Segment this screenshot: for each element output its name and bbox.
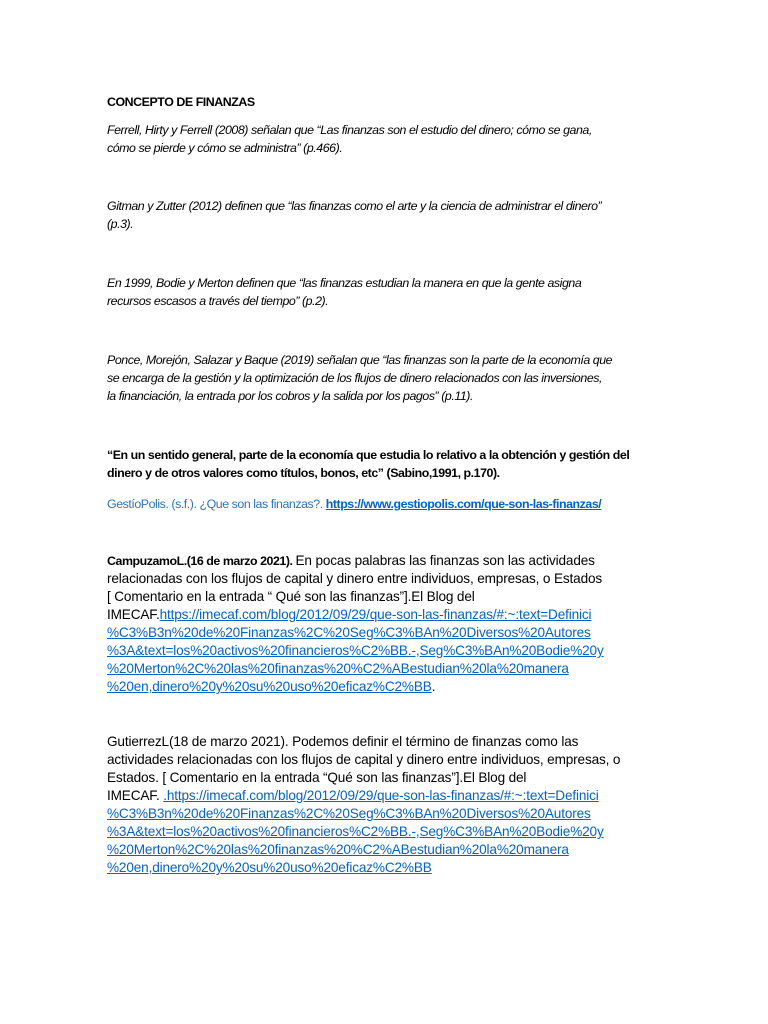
quote-line: dinero y de otros valores como títulos, bonos, etc” (Sabino,1991, p.170). xyxy=(107,466,500,480)
comment-link[interactable]: %C3%B3n%20de%20Finanzas%2C%20Seg%C3%BAn%20Diversos%20Autores xyxy=(107,625,591,640)
source-text: GestíoPolis. (s.f.). ¿Que son las finanzas?. xyxy=(107,497,326,511)
document-title: CONCEPTO DE FINANZAS xyxy=(107,95,255,109)
source-reference xyxy=(107,495,667,513)
comment-gutierrez xyxy=(107,733,667,877)
quote-line: Ponce, Morejón, Salazar y Baque (2019) señalan que “las finanzas son la parte de la economía que xyxy=(107,353,613,367)
comment-link[interactable]: .https://imecaf.com/blog/2012/09/29/que-son-las-finanzas/#:~:text=Definici xyxy=(163,788,599,803)
comment-text: . xyxy=(431,679,436,694)
source-link[interactable]: https://www.gestiopolis.com/que-son-las-finanzas/ xyxy=(325,497,602,511)
comment-link[interactable]: %20en,dinero%20y%20su%20uso%20eficaz%C2%BB xyxy=(107,860,432,875)
quote-bodie xyxy=(107,274,667,310)
comment-text: relacionadas con los flujos de capital y dinero entre individuos, empresas, o Estados xyxy=(107,571,603,586)
quote-line: se encarga de la gestión y la optimización de los flujos de dinero relacionados con las inversiones, xyxy=(107,371,602,385)
comment-text: Estados. [ Comentario en la entrada “Qué son las finanzas”].El Blog del xyxy=(107,770,527,785)
comment-campuzamo xyxy=(107,552,667,696)
comment-link[interactable]: %20en,dinero%20y%20su%20uso%20eficaz%C2%BB xyxy=(107,679,432,694)
comment-link[interactable]: %C3%B3n%20de%20Finanzas%2C%20Seg%C3%BAn%20Diversos%20Autores xyxy=(107,806,591,821)
comment-text: En pocas palabras las finanzas son las actividades xyxy=(295,553,595,568)
comment-link[interactable]: %3A&text=los%20activos%20financieros%C2%BB.-,Seg%C3%BAn%20Bodie%20y xyxy=(107,643,604,658)
comment-link[interactable]: https://imecaf.com/blog/2012/09/29/que-son-las-finanzas/#:~:text=Definici xyxy=(159,607,592,622)
quote-sabino xyxy=(107,446,667,482)
quote-ponce xyxy=(107,351,667,405)
comment-text: [ Comentario en la entrada “ Qué son las finanzas”].El Blog del xyxy=(107,589,475,604)
comment-link[interactable]: %20Merton%2C%20las%20finanzas%20%C2%ABestudian%20la%20manera xyxy=(107,842,569,857)
quote-line: cómo se pierde y cómo se administra” (p.466). xyxy=(107,141,343,155)
quote-line: “En un sentido general, parte de la economía que estudia lo relativo a la obtención y gestión del xyxy=(107,448,630,462)
comment-text: GutierrezL(18 de marzo 2021). Podemos definir el término de finanzas como las xyxy=(107,734,579,749)
quote-line: Gitman y Zutter (2012) definen que “las finanzas como el arte y la ciencia de administrar el dinero” xyxy=(107,199,602,213)
comment-link[interactable]: %3A&text=los%20activos%20financieros%C2%BB.-,Seg%C3%BAn%20Bodie%20y xyxy=(107,824,604,839)
quote-line: Ferrell, Hirty y Ferrell (2008) señalan que “Las finanzas son el estudio del dinero; cómo se gana, xyxy=(107,123,592,137)
quote-line: (p.3). xyxy=(107,217,134,231)
comment-text: IMECAF. xyxy=(107,607,160,622)
comment-text: IMECAF. xyxy=(107,788,164,803)
quote-ferrell xyxy=(107,121,667,157)
quote-line: recursos escasos a través del tiempo” (p.2). xyxy=(107,294,329,308)
quote-line: En 1999, Bodie y Merton definen que “las finanzas estudian la manera en que la gente asigna xyxy=(107,276,582,290)
comment-text: actividades relacionadas con los flujos de capital y dinero entre individuos, empresas, o xyxy=(107,752,621,767)
comment-link[interactable]: %20Merton%2C%20las%20finanzas%20%C2%ABestudian%20la%20manera xyxy=(107,661,569,676)
quote-line: la financiación, la entrada por los cobros y la salida por los pagos” (p.11). xyxy=(107,389,473,403)
comment-author: CampuzamoL.(16 de marzo 2021). xyxy=(107,554,296,568)
quote-gitman xyxy=(107,197,667,233)
